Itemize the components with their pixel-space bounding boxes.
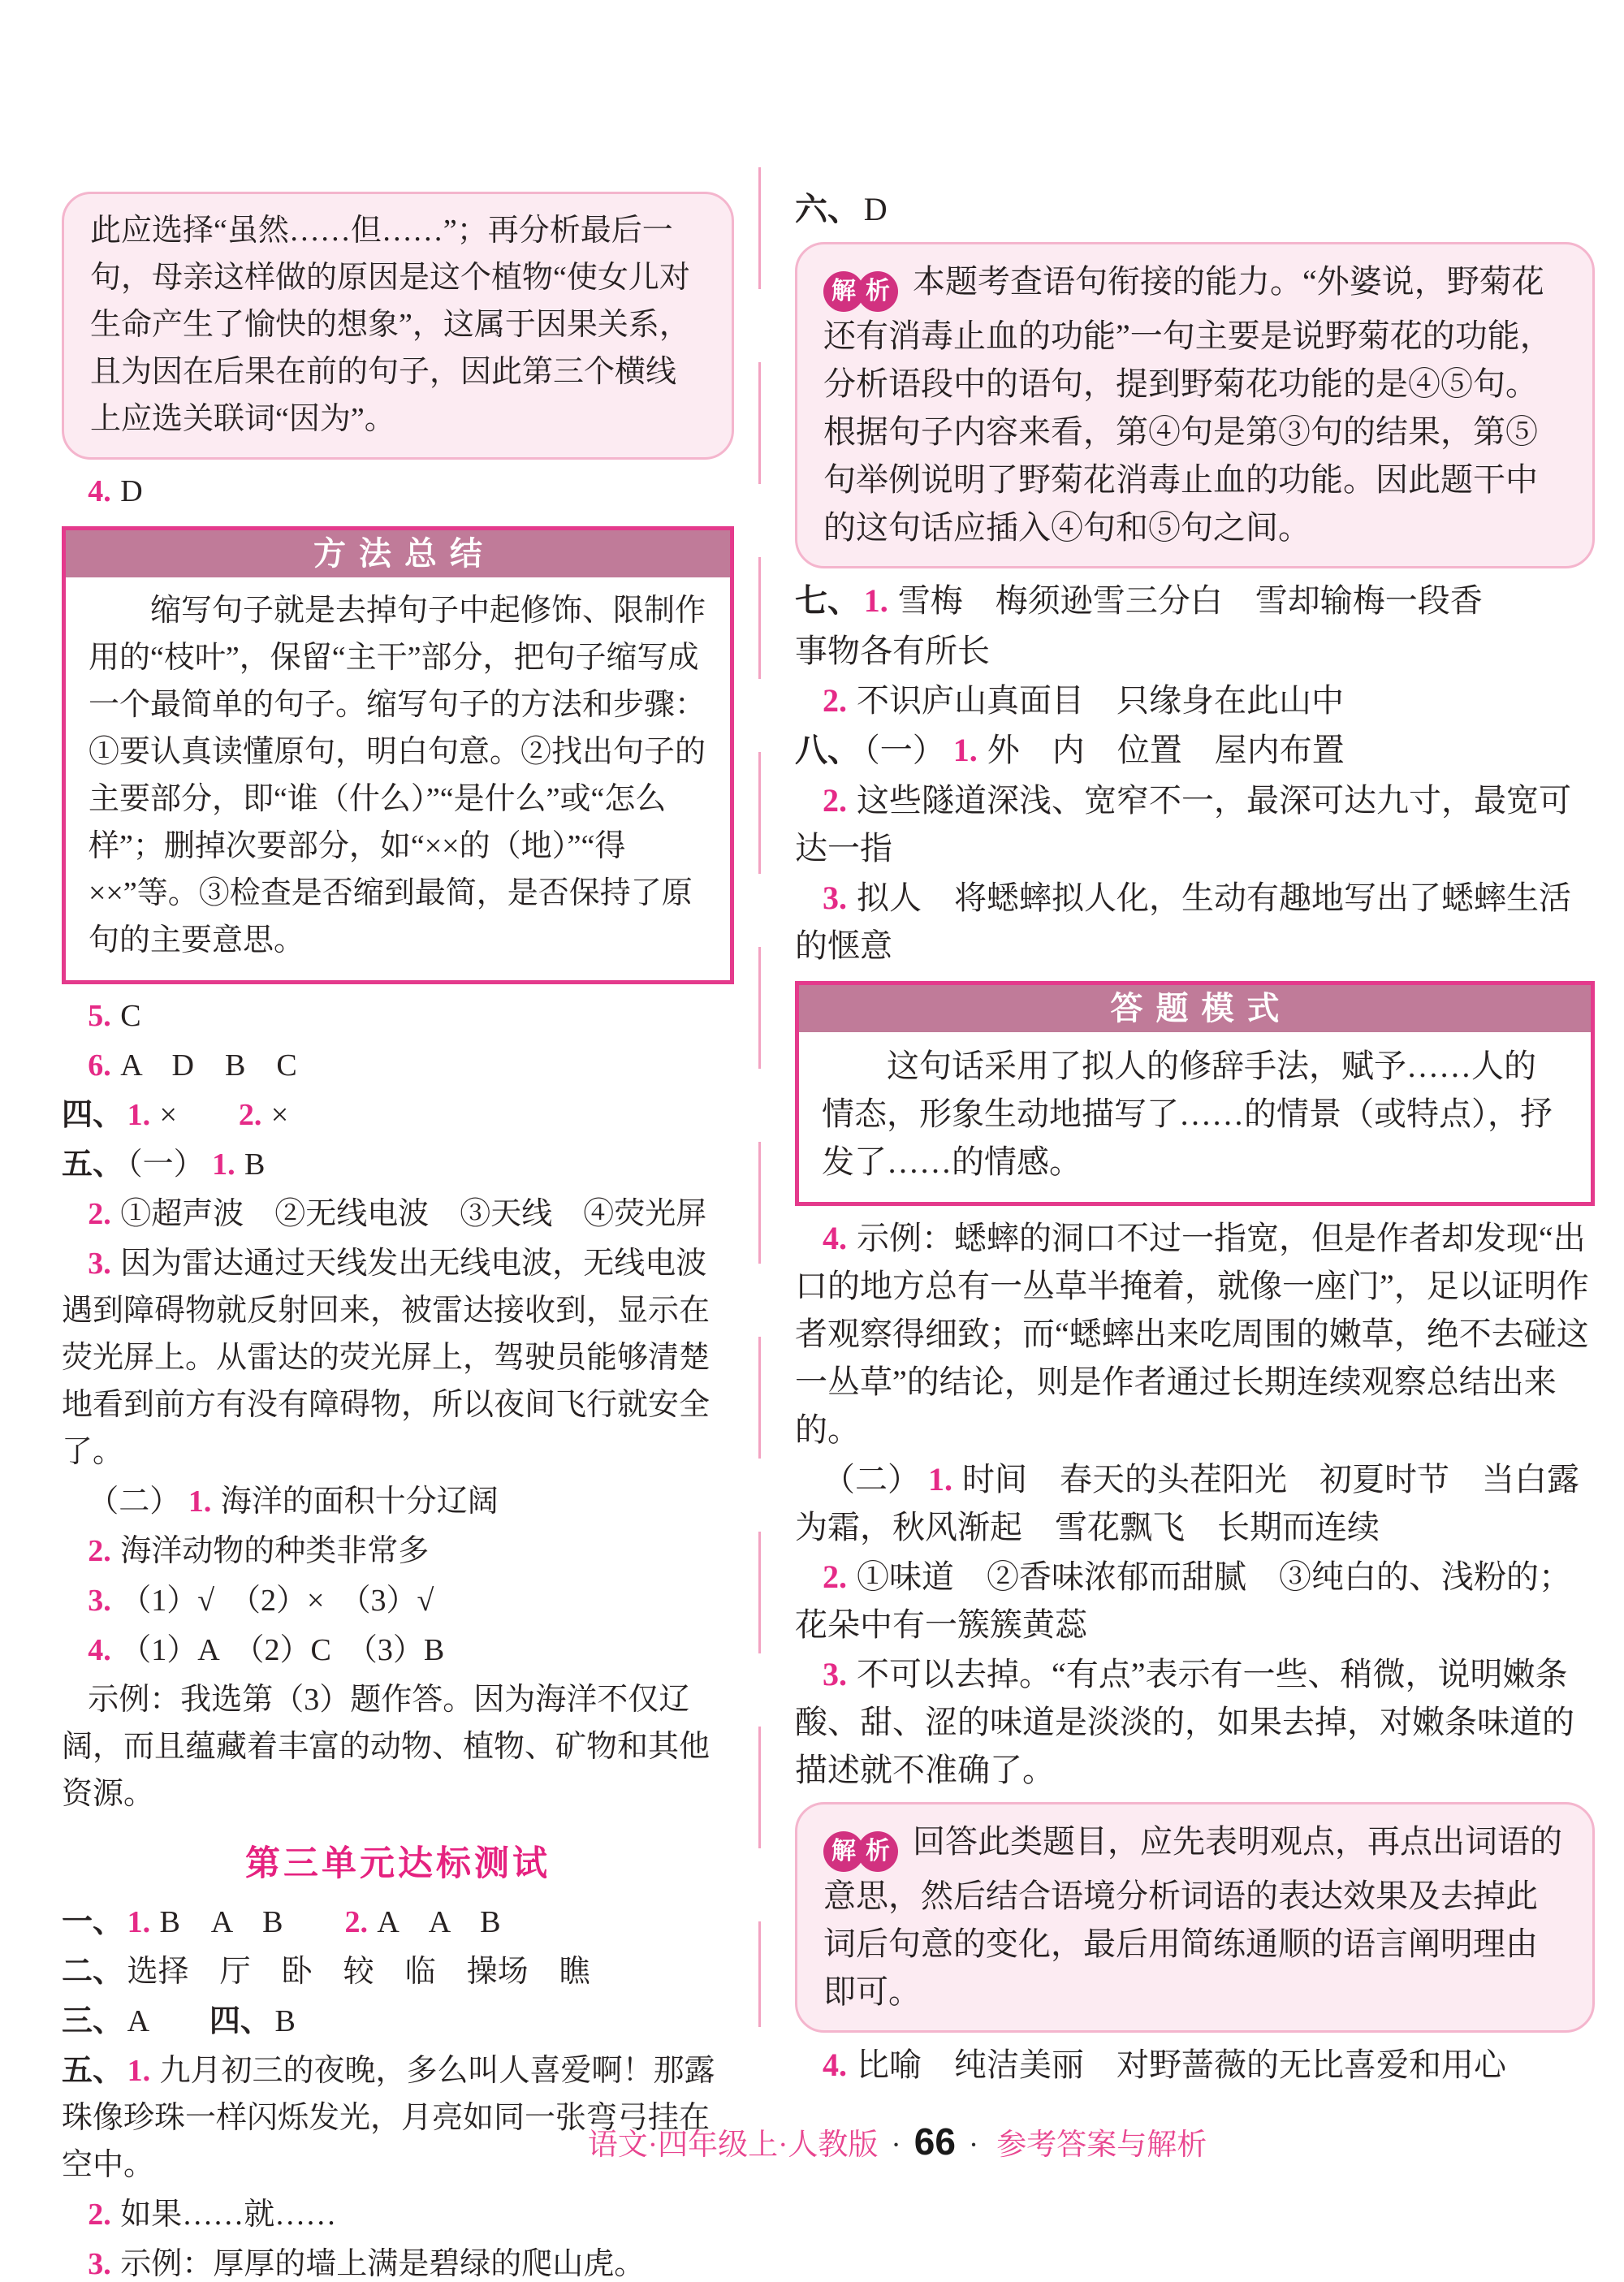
analysis-badge-icon bbox=[823, 1831, 898, 1872]
section-label: 六、 bbox=[795, 192, 860, 227]
page-number: 66 bbox=[914, 2120, 956, 2163]
answer-line bbox=[62, 1948, 734, 1995]
answer-line bbox=[62, 1577, 734, 1624]
answer-line bbox=[62, 1240, 734, 1476]
analysis-badge-char: 析 bbox=[857, 1831, 898, 1872]
answer-pattern-box bbox=[795, 981, 1595, 1206]
answer-number: 1. bbox=[212, 1147, 235, 1182]
answer-text: 拟人 将蟋蟀拟人化，生动有趣地写出了蟋蟀生活的惬意 bbox=[795, 880, 1571, 964]
answer-text: 比喻 纯洁美丽 对野蔷薇的无比喜爱和用心 bbox=[857, 2046, 1506, 2083]
answer-number: 2. bbox=[344, 1905, 368, 1939]
section-label: 七、 bbox=[795, 583, 860, 619]
answer-line bbox=[62, 1141, 734, 1188]
answer-number: 1. bbox=[127, 2054, 151, 2088]
answer-number: 1. bbox=[952, 732, 978, 768]
section-label: 五、 bbox=[62, 1147, 124, 1182]
answer-number: 2. bbox=[238, 1098, 262, 1132]
answer-line bbox=[62, 1091, 734, 1139]
analysis-badge-char: 析 bbox=[857, 271, 898, 312]
answer-lines-group bbox=[795, 1214, 1595, 1794]
answer-number: 3. bbox=[823, 1656, 847, 1692]
answer-text: 示例：厚厚的墙上满是碧绿的爬山虎。 bbox=[120, 2247, 646, 2281]
answer-number: 4. bbox=[88, 474, 111, 508]
answer-line bbox=[62, 1627, 734, 1674]
answer-line bbox=[795, 1214, 1595, 1454]
answer-line bbox=[795, 185, 1595, 234]
answer-lines-group bbox=[795, 577, 1595, 970]
answer-line bbox=[62, 1899, 734, 1946]
answer-line bbox=[795, 776, 1595, 872]
footer-separator: · bbox=[968, 2129, 979, 2162]
answer-number: 3. bbox=[88, 2247, 111, 2281]
answer-line bbox=[795, 1650, 1595, 1794]
answer-text: （1）√ （2）× （3）√ bbox=[120, 1584, 434, 1618]
answer-text: （二） bbox=[823, 1461, 928, 1498]
answer-number: 4. bbox=[823, 2046, 847, 2083]
answer-text: × bbox=[270, 1098, 289, 1132]
answer-text: ①味道 ②香味浓郁而甜腻 ③纯白的、浅粉的；花朵中有一簇簇黄蕊 bbox=[795, 1558, 1571, 1643]
analysis-badge-char: 解 bbox=[823, 271, 864, 312]
answer-number: 3. bbox=[88, 1584, 111, 1618]
footer-series-label: 语文·四年级上·人教版 bbox=[587, 2129, 879, 2162]
answer-text: 海洋的面积十分辽阔 bbox=[220, 1485, 499, 1519]
method-summary-title: 方法总结 bbox=[66, 530, 730, 577]
footer-separator: · bbox=[891, 2129, 901, 2162]
answer-number: 2. bbox=[88, 2198, 111, 2232]
answer-text: 外 内 位置 屋内布置 bbox=[987, 732, 1345, 768]
answer-line bbox=[62, 1042, 734, 1089]
analysis-paragraph bbox=[823, 257, 1566, 551]
answer-text: 示例：我选第（3）题作答。因为海洋不仅辽阔，而且蕴藏着丰富的动物、植物、矿物和其他资源。 bbox=[62, 1683, 710, 1811]
answer-line bbox=[795, 874, 1595, 970]
answer-number: 2. bbox=[88, 1534, 111, 1568]
answer-number: 2. bbox=[823, 782, 847, 819]
explanation-text: 此应选择“虽然……但……”；再分析最后一句，母亲这样做的原因是这个植物“使女儿对生命产生了愉快的想象”，这属于因果关系，且为因在后果在前的句子，因此第三个横线上应选关联词“因为”。 bbox=[90, 214, 690, 436]
answer-pattern-title: 答题模式 bbox=[799, 985, 1591, 1032]
analysis-box bbox=[795, 242, 1595, 568]
section-label: 四、 bbox=[62, 1098, 124, 1132]
section-label: 三、 bbox=[62, 2004, 124, 2038]
answer-line bbox=[62, 1191, 734, 1238]
answer-number: 2. bbox=[88, 1197, 111, 1231]
answer-lines-group bbox=[62, 1899, 734, 2282]
answer-lines-group bbox=[795, 2041, 1595, 2089]
answer-text: B A B bbox=[159, 1905, 345, 1939]
answer-text: 九月初三的夜晚，多么叫人喜爱啊！那露珠像珍珠一样闪烁发光，月亮如同一张弯弓挂在空中。 bbox=[62, 2054, 715, 2182]
answer-text: ①超声波 ②无线电波 ③天线 ④荧光屏 bbox=[120, 1197, 707, 1231]
answer-text: B bbox=[244, 1147, 266, 1182]
answer-number: 1. bbox=[127, 1098, 151, 1132]
analysis-text: 本题考查语句衔接的能力。“外婆说，野菊花还有消毒止血的功能”一句主要是说野菊花的功能，分析语段中的语句，提到野菊花功能的是④⑤句。根据句子内容来看，第④句是第③句的结果，第⑤句举例说明了野菊花消毒止血的功能。因此题干中的这句话应插入④句和⑤句之间。 bbox=[823, 263, 1553, 546]
answer-number: 4. bbox=[823, 1220, 847, 1256]
answer-line bbox=[62, 2241, 734, 2282]
unit-test-heading: 第三单元达标测试 bbox=[245, 1844, 551, 1883]
answer-text: D bbox=[863, 191, 888, 227]
analysis-paragraph bbox=[823, 1817, 1566, 2016]
answer-text: D bbox=[120, 474, 143, 508]
explanation-continuation-box bbox=[62, 192, 734, 460]
answer-line bbox=[62, 1528, 734, 1575]
answer-text: 不可以去掉。“有点”表示有一些、稍微，说明嫩条酸、甜、涩的味道是淡淡的，如果去掉，对嫩条味道的描述就不准确了。 bbox=[795, 1656, 1574, 1788]
answer-number: 4. bbox=[88, 1633, 111, 1667]
answer-text: 因为雷达通过天线发出无线电波，无线电波遇到障碍物就反射回来，被雷达接收到，显示在荧光屏上。从雷达的荧光屏上，驾驶员能够清楚地看到前方有没有障碍物，所以夜间飞行就安全了。 bbox=[62, 1247, 710, 1469]
answer-number: 3. bbox=[823, 880, 847, 916]
answer-text: 如果……就…… bbox=[120, 2198, 337, 2232]
answer-number: 2. bbox=[823, 682, 847, 719]
answer-line bbox=[795, 627, 1595, 675]
answer-lines-group bbox=[795, 185, 1595, 234]
analysis-text: 回答此类题目，应先表明观点，再点出词语的意思，然后结合语境分析词语的表达效果及去掉此词后句意的变化，最后用简练通顺的语言阐明理由即可。 bbox=[823, 1823, 1562, 2010]
answer-number: 5. bbox=[88, 999, 111, 1033]
answer-text: A D B C bbox=[120, 1048, 297, 1083]
answer-number: 1. bbox=[188, 1485, 212, 1519]
answer-line bbox=[795, 676, 1595, 724]
answer-line bbox=[795, 1455, 1595, 1551]
answer-line bbox=[62, 1676, 734, 1817]
right-column bbox=[795, 184, 1595, 2090]
method-summary-text: 缩写句子就是去掉句子中起修饰、限制作用的“枝叶”，保留“主干”部分，把句子缩写成一个最简单的句子。缩写句子的方法和步骤：①要认真读懂原句，明白句意。②找出句子的主要部分，即“谁（什么）”“是什么”或“怎么样”；删掉次要部分，如“××的（地）”“得××”等。③检查是否缩到最简，是否保持了原句的主要意思。 bbox=[89, 594, 706, 957]
analysis-box bbox=[795, 1802, 1595, 2033]
answer-text: 雪梅 梅须逊雪三分白 雪却输梅一段香 bbox=[897, 582, 1483, 619]
section-label: 四、 bbox=[209, 2004, 271, 2038]
answer-text: A A B bbox=[377, 1905, 501, 1939]
left-column bbox=[62, 184, 734, 2282]
footer-content bbox=[588, 2121, 1207, 2166]
analysis-badge-char: 解 bbox=[823, 1831, 864, 1872]
section-label: 八、 bbox=[795, 733, 860, 768]
answer-pattern-text: 这句话采用了拟人的修辞手法，赋予……人的情态，形象生动地描写了……的情景（或特点），抒发了……的情感。 bbox=[822, 1048, 1553, 1180]
answer-text: C bbox=[120, 999, 141, 1033]
answer-line bbox=[62, 992, 734, 1039]
answer-text: A bbox=[127, 2004, 209, 2038]
answer-text: 这些隧道深浅、宽窄不一，最深可达九寸，最宽可达一指 bbox=[795, 782, 1571, 867]
section-label: 二、 bbox=[62, 1955, 124, 1989]
answer-text: （一） bbox=[127, 1147, 213, 1182]
section-label: 五、 bbox=[62, 2054, 124, 2088]
answer-number: 3. bbox=[88, 1247, 111, 1281]
answer-text: B bbox=[274, 2004, 296, 2038]
answer-line bbox=[795, 577, 1595, 625]
answer-lines-group bbox=[62, 468, 734, 515]
answer-line bbox=[795, 726, 1595, 775]
answer-text: 选择 厅 卧 较 临 操场 瞧 bbox=[127, 1955, 590, 1989]
answer-line bbox=[62, 1998, 734, 2045]
method-summary-box bbox=[62, 526, 734, 984]
answer-line bbox=[795, 2041, 1595, 2089]
answer-number: 1. bbox=[127, 1905, 151, 1939]
answer-line bbox=[62, 2047, 734, 2189]
answer-text: 时间 春天的头茬阳光 初夏时节 当白露为霜，秋风渐起 雪花飘飞 长期而连续 bbox=[795, 1461, 1579, 1545]
footer-section-label: 参考答案与解析 bbox=[996, 2129, 1207, 2162]
page-footer bbox=[0, 2121, 1624, 2166]
answer-line bbox=[62, 2191, 734, 2238]
answer-number: 1. bbox=[863, 582, 888, 619]
answer-text: 事物各有所长 bbox=[795, 633, 990, 669]
answer-number: 6. bbox=[88, 1048, 111, 1083]
answer-text: 海洋动物的种类非常多 bbox=[120, 1534, 430, 1568]
answer-line bbox=[62, 1478, 734, 1525]
answer-text: × bbox=[159, 1098, 239, 1132]
answer-line bbox=[62, 468, 734, 515]
section-label: 一、 bbox=[62, 1905, 124, 1939]
answer-number: 1. bbox=[928, 1461, 952, 1498]
answer-text: 不识庐山真面目 只缘身在此山中 bbox=[857, 682, 1344, 719]
answer-lines-group bbox=[62, 992, 734, 1817]
analysis-badge-icon bbox=[823, 271, 898, 312]
answer-text: （一） bbox=[863, 732, 953, 768]
answer-line bbox=[795, 1553, 1595, 1649]
answer-text: 示例：蟋蟀的洞口不过一指宽，但是作者却发现“出口的地方总有一丛草半掩着，就像一座门”，足以证明作者观察得细致；而“蟋蟀出来吃周围的嫩草，绝不去碰这一丛草”的结论，则是作者通过长期连续观察总结出来的。 bbox=[795, 1220, 1589, 1448]
answer-number: 2. bbox=[823, 1558, 847, 1595]
column-divider bbox=[758, 167, 761, 2027]
answer-text: （二） bbox=[88, 1485, 188, 1519]
answer-text: （1）A （2）C （3）B bbox=[120, 1633, 445, 1667]
